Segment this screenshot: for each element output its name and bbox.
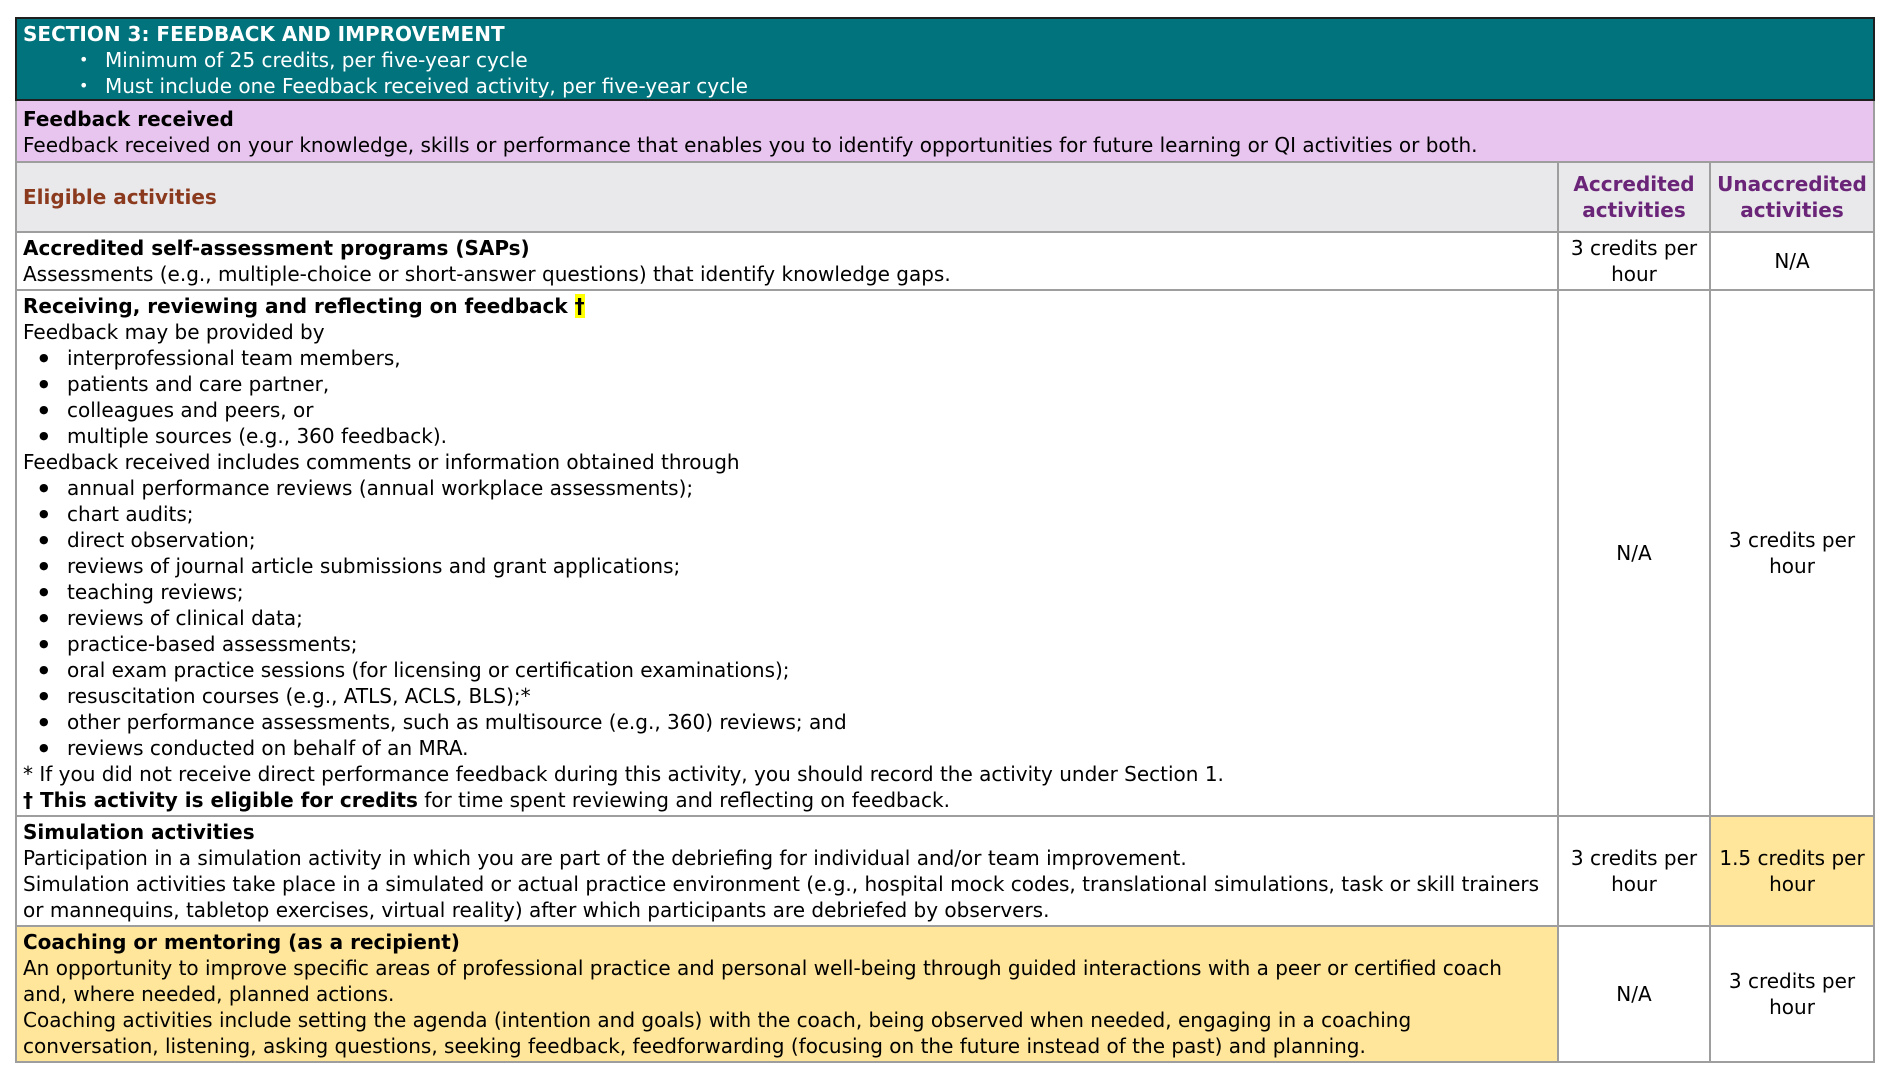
feedback-sources-list	[23, 475, 1551, 761]
list-item: ● oral exam practice sessions (for licensing or certification examinations);	[67, 657, 1551, 683]
unaccredited-activities-header: Unaccredited activities	[1710, 162, 1874, 232]
list-item: ● chart audits;	[67, 501, 1551, 527]
feedback-accredited-credits: N/A	[1558, 290, 1710, 816]
saps-cell	[16, 232, 1558, 290]
footnote-dagger-bold: † This activity is eligible for credits	[23, 788, 418, 812]
list-item: ● resuscitation courses (e.g., ATLS, ACLS, BLS);*	[67, 683, 1551, 709]
requirement-item: • Minimum of 25 credits, per five-year cycle	[105, 47, 1867, 73]
coaching-cell	[16, 926, 1558, 1062]
list-item: ● multiple sources (e.g., 360 feedback).	[67, 423, 1551, 449]
coaching-description: An opportunity to improve specific areas of professional practice and personal well-being through guided interactions with a peer or certified coach and, where needed, planned actions.	[23, 956, 1502, 1006]
feedback-activity-row	[16, 290, 1874, 816]
section-title: SECTION 3: FEEDBACK AND IMPROVEMENT	[23, 22, 505, 46]
feedback-activity-title-text: Receiving, reviewing and reflecting on feedback	[23, 294, 568, 318]
saps-description: Assessments (e.g., multiple-choice or short-answer questions) that identify knowledge gaps.	[23, 262, 951, 286]
requirement-item: • Must include one Feedback received activity, per five-year cycle	[105, 73, 1867, 99]
simulation-title: Simulation activities	[23, 820, 255, 844]
section-header	[16, 18, 1874, 100]
list-item: ● reviews conducted on behalf of an MRA.	[67, 735, 1551, 761]
simulation-details: Simulation activities take place in a simulated or actual practice environment (e.g., hospital mock codes, translational simulations, task or skill trainers or mannequins, tabletop exercises, virtual reality) after which participants are debriefed by observers.	[23, 872, 1540, 922]
list-item: ● teaching reviews;	[67, 579, 1551, 605]
saps-accredited-credits: 3 credits per hour	[1558, 232, 1710, 290]
column-header-row	[16, 162, 1874, 232]
feedback-sources-intro: Feedback received includes comments or information obtained through	[23, 450, 740, 474]
list-item: ● colleagues and peers, or	[67, 397, 1551, 423]
feedback-providers-intro: Feedback may be provided by	[23, 320, 325, 344]
simulation-description: Participation in a simulation activity in which you are part of the debriefing for individual and/or team improvement.	[23, 846, 1187, 870]
simulation-row	[16, 816, 1874, 926]
list-item: ● patients and care partner,	[67, 371, 1551, 397]
feedback-received-cell	[16, 100, 1874, 162]
saps-title: Accredited self-assessment programs (SAPs)	[23, 236, 530, 260]
feedback-improvement-table	[15, 17, 1873, 1063]
feedback-activity-title	[23, 293, 1551, 319]
simulation-accredited-credits: 3 credits per hour	[1558, 816, 1710, 926]
feedback-received-title: Feedback received	[23, 107, 234, 131]
list-item: ● other performance assessments, such as multisource (e.g., 360) reviews; and	[67, 709, 1551, 735]
footnote-star: * If you did not receive direct performance feedback during this activity, you should record the activity under Section 1.	[23, 762, 1224, 786]
dagger-mark: †	[574, 294, 585, 318]
footnote-dagger-rest: for time spent reviewing and reflecting on feedback.	[417, 788, 950, 812]
coaching-unaccredited-credits: 3 credits per hour	[1710, 926, 1874, 1062]
feedback-activity-cell	[16, 290, 1558, 816]
feedback-received-description: Feedback received on your knowledge, skills or performance that enables you to identify opportunities for future learning or QI activities or both.	[23, 133, 1478, 157]
coaching-title: Coaching or mentoring (as a recipient)	[23, 930, 460, 954]
saps-row	[16, 232, 1874, 290]
coaching-accredited-credits: N/A	[1558, 926, 1710, 1062]
list-item: ● reviews of journal article submissions and grant applications;	[67, 553, 1551, 579]
eligible-activities-header: Eligible activities	[16, 162, 1558, 232]
list-item: ● direct observation;	[67, 527, 1551, 553]
list-item: ● reviews of clinical data;	[67, 605, 1551, 631]
section-header-row	[16, 18, 1874, 100]
section-requirements	[23, 47, 1867, 99]
list-item: ● annual performance reviews (annual workplace assessments);	[67, 475, 1551, 501]
simulation-unaccredited-credits: 1.5 credits per hour	[1710, 816, 1874, 926]
coaching-row	[16, 926, 1874, 1062]
feedback-unaccredited-credits: 3 credits per hour	[1710, 290, 1874, 816]
feedback-providers-list	[23, 345, 1551, 449]
activities-table	[15, 17, 1875, 1063]
simulation-cell	[16, 816, 1558, 926]
accredited-activities-header: Accredited activities	[1558, 162, 1710, 232]
saps-unaccredited-credits: N/A	[1710, 232, 1874, 290]
list-item: ● practice-based assessments;	[67, 631, 1551, 657]
feedback-received-row	[16, 100, 1874, 162]
list-item: ● interprofessional team members,	[67, 345, 1551, 371]
footnote-dagger	[23, 787, 1551, 813]
coaching-details: Coaching activities include setting the agenda (intention and goals) with the coach, being observed when needed, engaging in a coaching conversation, listening, asking questions, seeking feedback, feedforwarding (focusing on the future instead of the past) and planning.	[23, 1008, 1412, 1058]
